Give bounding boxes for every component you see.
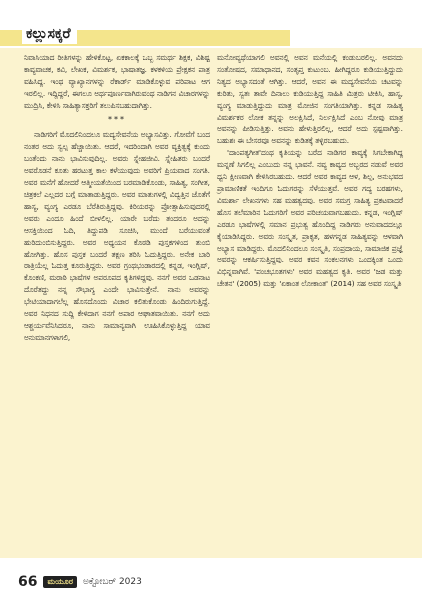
page-footer (18, 571, 142, 593)
section-title: ಕಲ್ಲುಸಕ್ಕರೆ (22, 24, 77, 44)
section-separator: *** (108, 114, 126, 124)
page-number: 66 (18, 574, 38, 590)
right-column (217, 52, 403, 290)
paragraph: ನಿವಾಸಿಯಾದ ರೀತಿಗಳನ್ನು ಹೇಳಿಕೊಟ್ಟ, ಏಕಕಾಲಕ್ಕೆ ಒಬ್ಬ ಸಮರ್ಥ ಶಿಕ್ಷಕ, ವಿಶಿಷ್ಟ ಕಾವ್ಯವಾಚಕ, ಕವಿ, ಲೇಖಕ, ವಿಮರ್ಶಕ, ಭಾಷಾತಜ್ಞ. ಕಳಕಳಿಯ ಪ್ರೇಕ್ಷಕನ ಪಾತ್ರ ವಹಿಸಿದ್ದ. ಇಂಥ ವ್ಯಾಖ್ಯಾನಗಳನ್ನು ರೆಕಾರ್ಡ್ ಮಾಡಿಕೊಳ್ಳುವ ಪರಿಪಾಟ ಆಗ ಇರಲಿಲ್ಲ. ಇದ್ದಿದ್ದರೆ, ಈಗಲೂ ಅರ್ಥಪೂರ್ಣವಾಗಿರುವಂಥ ನಾಡಿಗನ ವಿಚಾರಗಳನ್ನು ಮುದ್ರಿಸಿ, ಕೇಳಿಸಿ ಸಾಹಿತ್ಯಾಸಕ್ತರಿಗೆ ತಲುಪಿಸಬಹುದಾಗಿತ್ತು. (24, 53, 210, 110)
paragraph: 'ದಾಂಪತ್ಯಗೀತ'ದಂಥ ಕೃತಿಯನ್ನು ಬರೆದ ನಾಡಿಗರ ಕಾವ್ಯಕ್ಕೆ ಸಿಗಬೇಕಾಗಿದ್ದ ಮನ್ನಣೆ ಸಿಗಲಿಲ್ಲ ಎಂಬುದು ನನ್ನ ಭಾವನೆ. ನವ್ಯ ಕಾವ್ಯದ ಅಬ್ಬರದ ನಡುವೆ ಅವರ ಧ್ವನಿ ಕ್ಷೀಣವಾಗಿ ಕೇಳಿಸಿರಬಹುದು. ಆದರೆ ಅವರ ಕಾವ್ಯದ ಆಳ, ಶಿಲ್ಪ, ಅನುಭವದ ಪ್ರಾಮಾಣಿಕತೆ ಇಂದಿಗೂ ಓದುಗರನ್ನು ಸೆಳೆಯುತ್ತವೆ. ಅವರ ಗದ್ಯ ಬರಹಗಳು, ವಿಮರ್ಶಾ ಲೇಖನಗಳು ಸಹ ಮಹತ್ವದವು. ಅವರ ಸಮಗ್ರ ಸಾಹಿತ್ಯ ಪ್ರಕಟವಾದರೆ ಹೊಸ ತಲೆಮಾರಿನ ಓದುಗರಿಗೆ ಅವರ ಪರಿಚಯವಾಗಬಹುದು. ಕನ್ನಡ, ಇಂಗ್ಲಿಷ್ ಎರಡೂ ಭಾಷೆಗಳಲ್ಲಿ ಸಮಾನ ಪ್ರಭುತ್ವ ಹೊಂದಿದ್ದ ನಾಡಿಗರು ಅನುವಾದದಲ್ಲೂ ಕೈಯಾಡಿಸಿದ್ದರು. ಅವರು ಸಂಸ್ಕೃತ, ಪ್ರಾಕೃತ, ಹಳಗನ್ನಡ ಸಾಹಿತ್ಯವನ್ನು ಆಳವಾಗಿ ಅಭ್ಯಾಸ ಮಾಡಿದ್ದರು. ಮೊದಲಿನಿಂದಲೂ ಸಂಸ್ಕೃತಿ, ಸಂಪ್ರದಾಯ, ಸಾಮಾಜಿಕ ಪ್ರಜ್ಞೆ ಅವರನ್ನು ಆಕರ್ಷಿಸುತ್ತಿದ್ದವು. ಅವರ ಕವನ ಸಂಕಲನಗಳು ಒಂದಕ್ಕಿಂತ ಒಂದು ವಿಭಿನ್ನವಾಗಿವೆ. 'ಪಂಚಭೂತಗಳು' ಅವರ ಮಹತ್ವದ ಕೃತಿ. ಅವರ 'ಜಡ ಮತ್ತು ಚೇತನ' (2005) ಮತ್ತು 'ಏಕಾಂತ ಲೋಕಾಂತ' (2014) ಸಹ ಅವರ ಸಂಸ್ಕೃತಿ (217, 148, 403, 289)
paragraph: ಮನೋವ್ಯಥೆಯಾಗಲಿ ಅವನಲ್ಲಿ ಅವನ ಮನೆಯಲ್ಲಿ ಕಂಡುಬರಲಿಲ್ಲ. ಅವನದು ಸಂತೋಷದ, ಸಮಾಧಾನದ, ಸಂತೃಪ್ತ ಕುಟುಂಬ. ಹೀಗಿದ್ದರೂ ಕುಡಿಯುತ್ತಿದ್ದುದು ನಿತ್ಯದ ಅಭ್ಯಾಸದಂತೆ ಆಗಿತ್ತು. ಆದರೆ, ಅವನ ಈ ಮದ್ಯಸೇವನೆಯ ಚಟವನ್ನು ಕುರಿತು, ಸ್ವತಃ ತಾವೇ ದಿನಾಲು ಕುಡಿಯುತ್ತಿದ್ದ ಸಾಹಿತಿ ಮಿತ್ರರು ಟೀಕಿಸಿ, ಹಾಸ್ಯ, ವ್ಯಂಗ್ಯ ಮಾಡುತ್ತಿದ್ದುದು ಮಾತ್ರ ಮೋಜಿನ ಸಂಗತಿಯಾಗಿತ್ತು. ಕನ್ನಡ ಸಾಹಿತ್ಯ ವಿಮರ್ಶಕರ ಲೋಕ ತನ್ನನ್ನು ಅಲಕ್ಷಿಸಿದೆ, ನಿರ್ಲಕ್ಷಿಸಿದೆ ಎಂಬ ನೋವು ಮಾತ್ರ ಅವನನ್ನು ಪೀಡಿಸುತ್ತಿತ್ತು. ಅವನು ಹೇಳುತ್ತಿರಲಿಲ್ಲ, ಆದರೆ ಅದು ಸ್ಪಷ್ಟವಾಗಿತ್ತು. ಬಹುಶಃ ಈ ಬೇಸರವೂ ಅವನನ್ನು ಕುಡಿತಕ್ಕೆ ತಳ್ಳಿರಬಹುದು. (217, 53, 403, 146)
issue-date: ಅಕ್ಟೋಬರ್ 2023 (83, 577, 142, 587)
paragraph: ನಾಡಿಗರಿಗೆ ಮೊದಲಿನಿಂದಲೂ ಮದ್ಯಸೇವನೆಯ ಅಭ್ಯಾಸವಿತ್ತು. ಗೋವೆಗೆ ಬಂದ ನಂತರ ಅದು ಸ್ವಲ್ಪ ಹೆಚ್ಚಾಯಿತು. ಆದರೆ, ಇದರಿಂದಾಗಿ ಅವರ ವ್ಯಕ್ತಿತ್ವಕ್ಕೆ ಕುಂದು ಬಂತೆಂದು ನಾನು ಭಾವಿಸುವುದಿಲ್ಲ. ಅವರು ಸ್ನೇಹಜೀವಿ. ಸ್ನೇಹಿತರು ಬಂದರೆ ಅವರೊಡನೆ ಕೂತು ಹರಟುತ್ತ ಕಾಲ ಕಳೆಯುವುದು ಅವರಿಗೆ ಪ್ರಿಯವಾದ ಸಂಗತಿ. ಅವರ ಮನೆಗೆ ಹೋದರೆ ಆತ್ಮೀಯತೆಯಿಂದ ಬರಮಾಡಿಕೊಂಡು, ಸಾಹಿತ್ಯ, ಸಂಗೀತ, ಚಿತ್ರಕಲೆ ಎಲ್ಲದರ ಬಗ್ಗೆ ಮಾತಾಡುತ್ತಿದ್ದರು. ಅವರ ಮಾತುಗಳಲ್ಲಿ ವಿದ್ವತ್ತಿನ ಜೊತೆಗೆ ಹಾಸ್ಯ, ವ್ಯಂಗ್ಯ ಎರಡೂ ಬೆರೆತಿರುತ್ತಿದ್ದವು. ಕಿರಿಯರನ್ನು ಪ್ರೋತ್ಸಾಹಿಸುವುದರಲ್ಲಿ ಅವರು ಎಂದೂ ಹಿಂದೆ ಬೀಳಲಿಲ್ಲ. ಯಾರೇ ಬರೆದು ತಂದರೂ ಅದನ್ನು ಆಸಕ್ತಿಯಿಂದ ಓದಿ, ತಿದ್ದುಪಡಿ ಸೂಚಿಸಿ, ಮುಂದೆ ಬರೆಯುವಂತೆ ಹುರಿದುಂಬಿಸುತ್ತಿದ್ದರು. ಅವರ ಅಧ್ಯಯನ ಕೊಠಡಿ ಪುಸ್ತಕಗಳಿಂದ ತುಂಬಿ ಹೋಗಿತ್ತು. ಹೊಸ ಪುಸ್ತಕ ಬಂದರೆ ತಕ್ಷಣ ತರಿಸಿ ಓದುತ್ತಿದ್ದರು. ಅನೇಕ ಬಾರಿ ರಾತ್ರಿಯೆಲ್ಲ ಓದುತ್ತ ಕೂರುತ್ತಿದ್ದರು. ಅವರ ಗ್ರಂಥಭಂಡಾರದಲ್ಲಿ ಕನ್ನಡ, ಇಂಗ್ಲಿಷ್, ಕೊಂಕಣಿ, ಮರಾಠಿ ಭಾಷೆಗಳ ಅಪರೂಪದ ಕೃತಿಗಳಿದ್ದವು. ನನಗೆ ಅವರ ಒಡನಾಟ ದೊರೆತದ್ದು ನನ್ನ ಸೌಭಾಗ್ಯ ಎಂದೇ ಭಾವಿಸುತ್ತೇನೆ. ನಾನು ಅವರನ್ನು ಭೇಟಿಯಾದಾಗಲೆಲ್ಲ ಹೊಸದೊಂದು ವಿಚಾರ ಕಲಿತುಕೊಂಡು ಹಿಂದಿರುಗುತ್ತಿದ್ದೆ. ಅವರ ನಿಧನದ ಸುದ್ದಿ ಕೇಳಿದಾಗ ನನಗೆ ಅಪಾರ ಆಘಾತವಾಯಿತು. ನನಗೆ ಅದು ಆಶ್ಚರ್ಯವೆನಿಸಿದರೂ, ನಾನು ಸಾಮಾನ್ಯವಾಗಿ ಊಹಿಸಿಕೊಳ್ಳುತ್ತಿದ್ದ ಯಾವ ಅನುಮಾನಗಳಾಗಲಿ, (24, 130, 210, 342)
magazine-logo: ಮಯೂರ (43, 576, 77, 588)
left-column (24, 52, 210, 344)
